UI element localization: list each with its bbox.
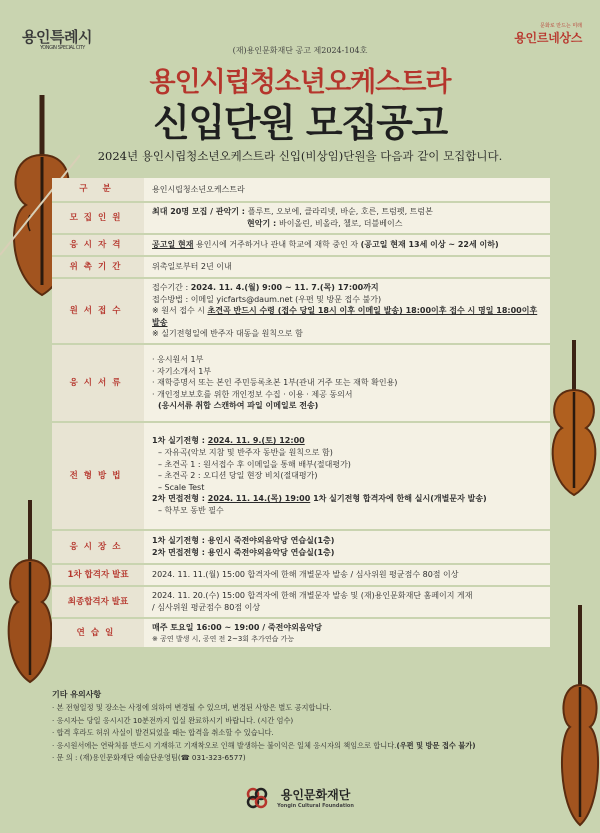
row-first-result xyxy=(52,564,550,586)
final-result-line: 2024. 11. 20.(수) 15:00 합격자에 한해 개별문자 발송 및 (재)용인문화재단 홈페이지 게재 xyxy=(152,591,473,601)
value-term: 위촉일로부터 2년 이내 xyxy=(144,256,550,278)
stage1-item: – 자유곡(악보 지참 및 반주자 동반을 원칙으로 함) xyxy=(158,448,333,458)
note-item: · 합격 후라도 허위 사실이 발견되었을 때는 합격을 취소할 수 있습니다. xyxy=(52,728,274,738)
wind-label: 최대 20명 모집 / 관악기 : xyxy=(152,207,248,217)
value-selection xyxy=(144,422,550,530)
row-recruit-count xyxy=(52,202,550,234)
stage1-item: – Scale Test xyxy=(158,482,205,492)
stage2-date: 2024. 11. 14.(목) 19:00 xyxy=(207,494,311,504)
label-recruit-count: 모집인원 xyxy=(52,202,144,234)
stage2-item: – 학부모 동반 필수 xyxy=(158,505,224,515)
recruitment-table xyxy=(52,178,550,649)
label-selection: 전형방법 xyxy=(52,422,144,530)
label-final-result: 최종합격자 발표 xyxy=(52,586,144,618)
row-documents xyxy=(52,344,550,422)
row-selection xyxy=(52,422,550,530)
notes-section xyxy=(52,688,552,765)
note-item-text: · 응시원서에는 연락처를 반드시 기재하고 기재착오로 인해 발생하는 불이익은 일체 응시자의 책임으로 합니다. xyxy=(52,740,397,750)
foundation-name-en: Yongin Cultural Foundation xyxy=(277,803,354,809)
stage1-item: – 초견곡 2 : 오디션 당일 현장 비치(절대평가) xyxy=(158,471,318,481)
foundation-logo-icon xyxy=(246,787,268,809)
label-term: 위촉기간 xyxy=(52,256,144,278)
label-venue: 응시장소 xyxy=(52,530,144,564)
row-final-result xyxy=(52,586,550,618)
value-documents xyxy=(144,344,550,422)
label-category: 구 분 xyxy=(52,178,144,202)
value-venue xyxy=(144,530,550,564)
stage2-desc: 1차 실기전형 합격자에 한해 실시(개별문자 발송) xyxy=(310,494,487,504)
doc-note: (응시서류 취합 스캔하여 파일 이메일로 전송) xyxy=(158,401,319,411)
stage1-date: 2024. 11. 9.(토) 12:00 xyxy=(207,436,305,446)
row-practice xyxy=(52,618,550,648)
value-first-result: 2024. 11. 11.(월) 15:00 합격자에 한해 개별문자 발송 / 심사위원 평균점수 80점 이상 xyxy=(144,564,550,586)
note-prefix: ※ 원서 접수 시 xyxy=(152,306,208,316)
note-item-extra: (우편 및 방문 접수 불가) xyxy=(396,740,476,750)
note-item: · 응시자는 당일 응시시간 10분전까지 입실 완료하시기 바랍니다. (시간 엄수) xyxy=(52,715,294,725)
row-application xyxy=(52,278,550,344)
note-item xyxy=(52,740,552,753)
intro-text: 2024년 용인시립청소년오케스트라 신입(비상임)단원을 다음과 같이 모집합니다. xyxy=(97,149,503,163)
label-documents: 응시서류 xyxy=(52,344,144,422)
eligibility-age: (공고일 현재 13세 이상 ~ 22세 이하) xyxy=(360,240,499,250)
period-value: 2024. 11. 4.(월) 9:00 ~ 11. 7.(목) 17:00까지 xyxy=(190,283,379,293)
method-text: 접수방법 : 이메일 yicfarts@daum.net (우편 및 방문 접수 불가) xyxy=(152,294,382,304)
yongin-renaissance-logo: 문화로 만드는 미래 용인르네상스 xyxy=(514,23,582,45)
value-practice xyxy=(144,618,550,648)
value-recruit-count xyxy=(144,202,550,234)
page-title-orchestra: 용인시립청소년오케스트라 xyxy=(149,67,451,98)
note-item: · 본 전형일정 및 장소는 사정에 의하여 변경될 수 있으며, 변경된 사항은 별도 공지합니다. xyxy=(52,703,332,712)
row-term xyxy=(52,256,550,278)
string-label: 현악기 : xyxy=(247,219,279,228)
value-category: 용인시립청소년오케스트라 xyxy=(144,178,550,202)
label-application: 원서접수 xyxy=(52,278,144,344)
violin-right-icon xyxy=(544,340,600,510)
foundation-name: 용인문화재단 xyxy=(280,788,351,802)
row-eligibility xyxy=(52,234,550,256)
final-result-line: / 심사위원 평균점수 80점 이상 xyxy=(152,603,261,612)
eligibility-date: 공고일 현재 xyxy=(152,240,194,250)
row-venue xyxy=(52,530,550,564)
note-accompanist: ※ 실기전형일에 반주자 대동을 원칙으로 함 xyxy=(152,329,303,339)
wind-list: 플루트, 오보에, 클라리넷, 바순, 호른, 트럼펫, 트럼본 xyxy=(247,207,433,217)
stage1-item: – 초견곡 1 : 원서접수 후 이메일을 통해 배부(절대평가) xyxy=(158,459,351,469)
row-category xyxy=(52,178,550,202)
stage1-label: 1차 실기전형 : xyxy=(152,436,208,446)
foundation-name-block xyxy=(277,786,354,809)
doc-item: · 재학증명서 또는 본인 주민등록초본 1부(관내 거주 또는 재학 확인용) xyxy=(152,378,398,388)
label-practice: 연습일 xyxy=(52,618,144,648)
period-label: 접수기간 : xyxy=(152,283,191,293)
notice-number: (재)용인문화재단 공고 제2024-104호 xyxy=(232,46,368,55)
page-title-recruitment: 신입단원 모집공고 xyxy=(153,101,447,145)
doc-item: · 응시원서 1부 xyxy=(152,355,204,365)
value-application xyxy=(144,278,550,344)
note-contact: · 문 의 : (재)용인문화재단 예술단운영팀(☎ 031-323-6577) xyxy=(52,753,246,763)
label-eligibility: 응시자격 xyxy=(52,234,144,256)
string-list: 바이올린, 비올라, 첼로, 더블베이스 xyxy=(278,219,403,228)
eligibility-text: 용인시에 거주하거나 관내 학교에 재학 중인 자 xyxy=(193,240,361,250)
yongin-city-logo: 용인특례시 YONGIN SPECIAL CITY xyxy=(22,28,92,51)
footer-logo xyxy=(0,786,600,809)
value-eligibility xyxy=(144,234,550,256)
doc-item: · 개인정보보호를 위한 개인정보 수집 · 이용 · 제공 동의서 xyxy=(152,389,353,399)
practice-note: ※ 공연 발생 시, 공연 전 2~3회 추가연습 가능 xyxy=(152,634,295,643)
venue-stage2: 2차 면접전형 : 용인시 죽전야외음악당 연습실(1층) xyxy=(152,548,335,557)
label-first-result: 1차 합격자 발표 xyxy=(52,564,144,586)
stage2-label: 2차 면접전형 : xyxy=(152,494,208,504)
venue-stage1: 1차 실기전형 : 용인시 죽전야외음악당 연습실(1층) xyxy=(152,536,335,546)
value-final-result xyxy=(144,586,550,618)
practice-schedule: 매주 토요일 16:00 ~ 19:00 / 죽전야외음악당 xyxy=(152,623,323,633)
note-sight-reading: 초견곡 반드시 수령 (접수 당일 18시 이후 이메일 발송) 18:00이후 접수 시 명일 18:00이후 발송 xyxy=(152,306,538,327)
notes-heading: 기타 유의사항 xyxy=(52,690,102,699)
doc-item: · 자기소개서 1부 xyxy=(152,366,212,376)
